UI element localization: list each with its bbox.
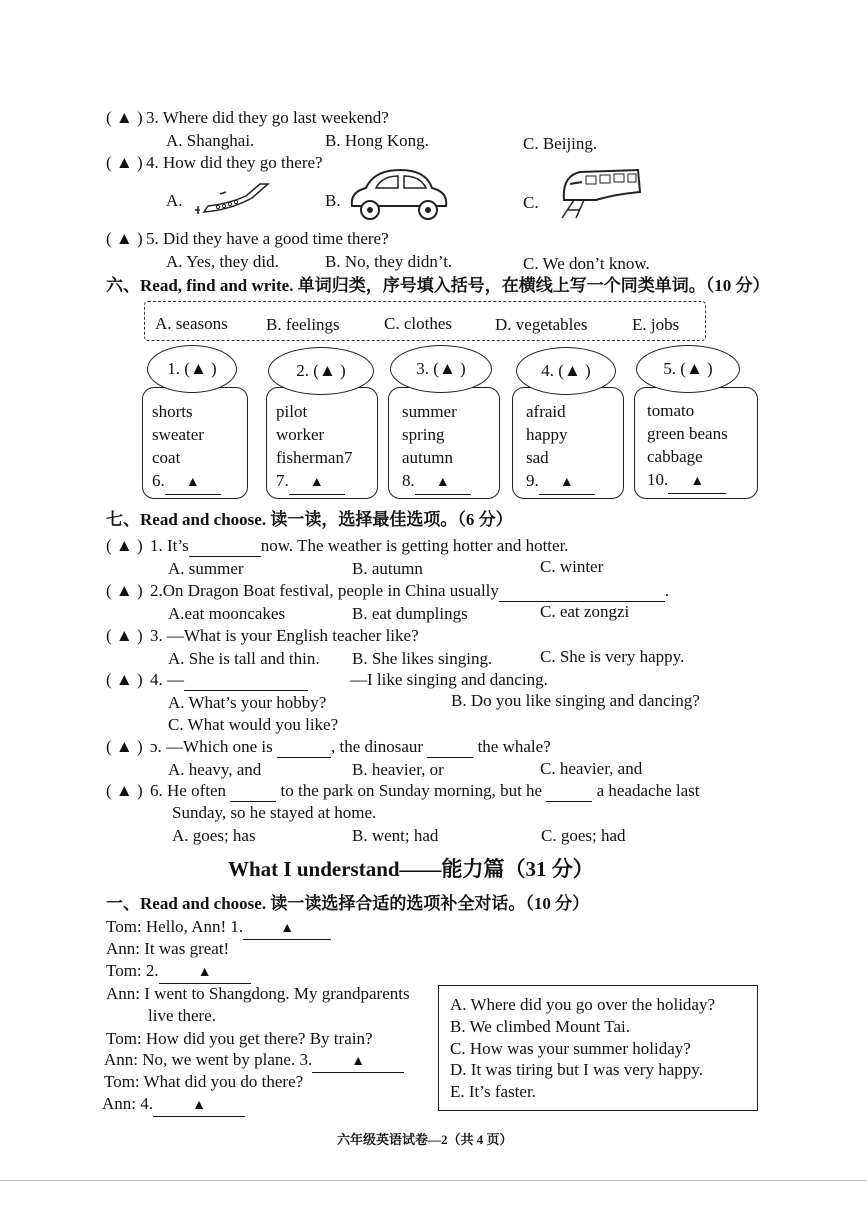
q4-option-b: B. xyxy=(325,191,341,210)
p7-q3-stem: 3. —What is your English teacher like? xyxy=(150,626,419,645)
option-jobs: E. jobs xyxy=(632,315,680,334)
option-vegetables: D. vegetables xyxy=(495,315,588,334)
p7-q5-option-c: C. heavier, and xyxy=(540,759,643,778)
p7-q2-mark: ( ▲ ) xyxy=(106,581,143,600)
dialogue-line: Ann: 4. ▲ xyxy=(102,1094,245,1117)
q4-stem: 4. How did they go there? xyxy=(146,153,323,172)
q5-option-a: A. Yes, they did. xyxy=(166,252,279,271)
p7-q4-option-c: C. What would you like? xyxy=(168,715,339,734)
group5-word: tomato xyxy=(647,401,695,420)
p7-q1-mark: ( ▲ ) xyxy=(106,536,143,555)
part6-heading: 六、Read, find and write. 单词归类，序号填入括号，在横线上写一个同类单词。（10 分） xyxy=(106,276,770,295)
group2-blank: 7. ▲ xyxy=(276,469,345,495)
p7-q4-option-b: B. Do you like singing and dancing? xyxy=(451,691,700,710)
group-label-1: 1. (▲ ) xyxy=(147,345,237,393)
p7-q2-option-b: B. eat dumplings xyxy=(352,604,468,623)
group1-word: shorts xyxy=(152,402,193,421)
p7-q2-option-c: C. eat zongzi xyxy=(540,602,630,621)
dialogue-option: E. It’s faster. xyxy=(450,1082,536,1101)
group2-word: worker xyxy=(276,425,325,444)
dialogue-line: live there. xyxy=(148,1006,216,1025)
option-seasons: A. seasons xyxy=(155,314,228,333)
group1-word: sweater xyxy=(152,425,204,444)
group4-blank: 9. ▲ xyxy=(526,469,595,495)
plane-icon xyxy=(190,176,275,218)
part7-heading: 七、Read and choose. 读一读，选择最佳选项。（6 分） xyxy=(106,510,513,529)
p7-q2-option-a: A.eat mooncakes xyxy=(168,604,286,623)
q3-option-a: A. Shanghai. xyxy=(166,131,255,150)
p7-q4-reply: —I like singing and dancing. xyxy=(350,670,548,689)
p7-q1-option-b: B. autumn xyxy=(352,559,423,578)
dialogue-line: Tom: Hello, Ann! 1. ▲ xyxy=(106,917,331,940)
p7-q1-option-c: C. winter xyxy=(540,557,604,576)
dialogue-line: Ann: No, we went by plane. 3. ▲ xyxy=(104,1050,404,1073)
p7-q6-stem-line2: Sunday, so he stayed at home. xyxy=(172,803,377,822)
option-clothes: C. clothes xyxy=(384,314,452,333)
group5-word: cabbage xyxy=(647,447,703,466)
group-label-4: 4. (▲ ) xyxy=(516,347,616,395)
dialogue-option: D. It was tiring but I was very happy. xyxy=(450,1060,703,1079)
ability-section-title: What I understand——能力篇（31 分） xyxy=(228,857,594,881)
car-icon xyxy=(346,166,452,224)
p7-q3-option-c: C. She is very happy. xyxy=(540,647,685,666)
group2-word: pilot xyxy=(276,402,308,421)
q5-stem: 5. Did they have a good time there? xyxy=(146,229,389,248)
p7-q6-option-a: A. goes; has xyxy=(172,826,256,845)
dialogue-line: Tom: 2. ▲ xyxy=(106,961,251,984)
p7-q1-stem: 1. It’s now. The weather is getting hotter and hotter. xyxy=(150,536,569,555)
p7-q5-option-b: B. heavier, or xyxy=(352,760,444,779)
dialogue-line: Ann: I went to Shangdong. My grandparents xyxy=(106,984,410,1003)
group1-word: coat xyxy=(152,448,181,467)
p7-q6-option-c: C. goes; had xyxy=(541,826,626,845)
group-label-5: 5. (▲ ) xyxy=(636,345,740,393)
q3-option-c: C. Beijing. xyxy=(523,134,598,153)
dialogue-option: A. Where did you go over the holiday? xyxy=(450,995,716,1014)
p7-q6-option-b: B. went; had xyxy=(352,826,439,845)
q3-stem: 3. Where did they go last weekend? xyxy=(146,108,389,127)
group1-blank: 6. ▲ xyxy=(152,469,221,495)
dialogue-option: C. How was your summer holiday? xyxy=(450,1039,691,1058)
group4-word: happy xyxy=(526,425,568,444)
group3-word: autumn xyxy=(402,448,453,467)
group5-blank: 10. ▲ xyxy=(647,468,726,494)
group-label-3: 3. (▲ ) xyxy=(390,345,492,393)
group2-word: fisherman7 xyxy=(276,448,353,467)
group3-word: spring xyxy=(402,425,445,444)
p7-q3-mark: ( ▲ ) xyxy=(106,626,143,645)
p7-q6-mark: ( ▲ ) xyxy=(106,781,143,800)
p7-q5-stem: ɔ. —Which one is , the dinosaur the whale? xyxy=(150,737,551,756)
q3-option-b: B. Hong Kong. xyxy=(325,131,429,150)
p7-q5-option-a: A. heavy, and xyxy=(168,760,262,779)
q5-option-b: B. No, they didn’t. xyxy=(325,252,453,271)
p7-q4-mark: ( ▲ ) xyxy=(106,670,143,689)
p7-q3-option-a: A. She is tall and thin. xyxy=(168,649,320,668)
q3-mark: ( ▲ ) xyxy=(106,108,143,127)
q5-option-c: C. We don’t know. xyxy=(523,254,650,273)
dialogue-line: Tom: What did you do there? xyxy=(104,1072,304,1091)
bottom-divider xyxy=(0,1180,867,1181)
p7-q1-option-a: A. summer xyxy=(168,559,244,578)
p7-q5-mark: ( ▲ ) xyxy=(106,737,143,756)
group5-word: green beans xyxy=(647,424,728,443)
dialogue-line: Tom: How did you get there? By train? xyxy=(106,1029,373,1048)
p7-q6-stem: 6. He often to the park on Sunday morning, but he a headache last xyxy=(150,781,700,800)
train-icon xyxy=(556,160,646,220)
p7-q2-stem: 2.On Dragon Boat festival, people in China usually . xyxy=(150,581,670,600)
group3-word: summer xyxy=(402,402,457,421)
group3-blank: 8. ▲ xyxy=(402,469,471,495)
option-feelings: B. feelings xyxy=(266,315,340,334)
page-footer: 六年级英语试卷—2（共 4 页） xyxy=(337,1132,513,1147)
q5-mark: ( ▲ ) xyxy=(106,229,143,248)
group-label-2: 2. (▲ ) xyxy=(268,347,374,395)
p7-q3-option-b: B. She likes singing. xyxy=(352,649,493,668)
q4-option-a: A. xyxy=(166,191,183,210)
group4-word: sad xyxy=(526,448,549,467)
p7-q4-stem: 4. — xyxy=(150,670,308,691)
p7-q4-option-a: A. What’s your hobby? xyxy=(168,693,327,712)
dialogue-line: Ann: It was great! xyxy=(106,939,230,958)
dialogue-option: B. We climbed Mount Tai. xyxy=(450,1017,631,1036)
part1-heading: 一、Read and choose. 读一读选择合适的选项补全对话。（10 分） xyxy=(106,894,590,913)
q4-option-c: C. xyxy=(523,193,539,212)
q4-mark: ( ▲ ) xyxy=(106,153,143,172)
group4-word: afraid xyxy=(526,402,566,421)
